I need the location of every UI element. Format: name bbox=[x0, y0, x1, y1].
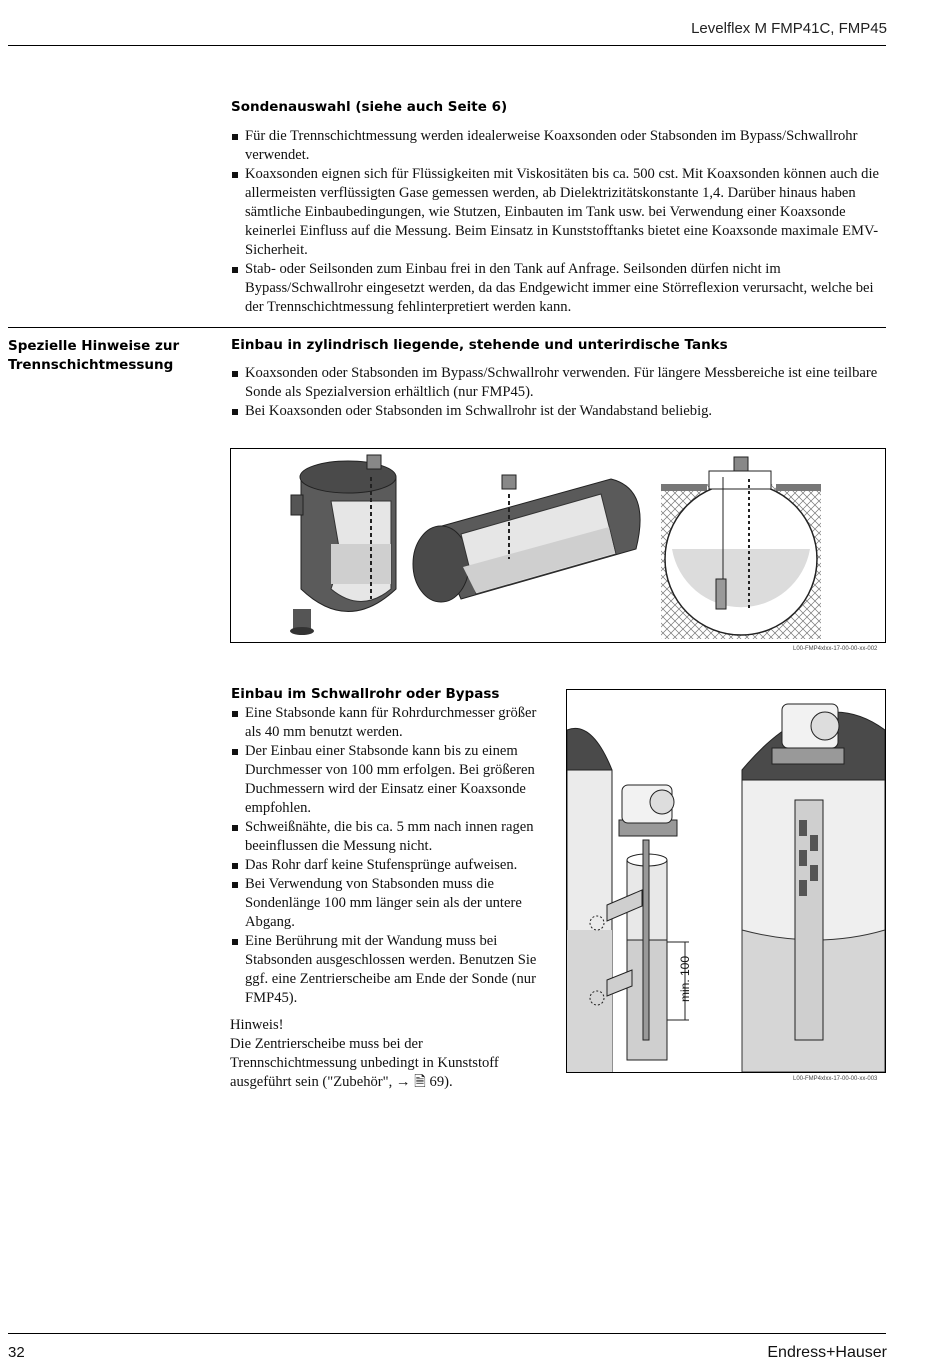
document-header-title: Levelflex M FMP41C, FMP45 bbox=[691, 20, 887, 37]
list-item: Koaxsonden oder Stabsonden im Bypass/Schwallrohr verwenden. Für längere Messbereiche ist eine teilbare Sonde als Spezialversion erhältlich (nur FMP45). bbox=[230, 364, 890, 402]
list-item: Bei Koaxsonden oder Stabsonden im Schwallrohr ist der Wandabstand beliebig. bbox=[230, 402, 890, 421]
list-item: Stab- oder Seilsonden zum Einbau frei in den Tank auf Anfrage. Seilsonden dürfen nicht im Bypass/Schwallrohr eingesetzt werden, da das Endgewicht immer eine Störreflexion verursacht, welche bei der Trennschichtmessung fehlinterpretiert werden kann. bbox=[230, 260, 890, 317]
section-body-tank-einbau bbox=[230, 364, 890, 421]
bullet-list bbox=[230, 364, 890, 421]
section-body-schwallrohr bbox=[230, 704, 550, 1092]
note-title: Hinweis! bbox=[230, 1017, 284, 1033]
page-number: 32 bbox=[8, 1344, 25, 1361]
list-item: Das Rohr darf keine Stufensprünge aufweisen. bbox=[230, 856, 550, 875]
horizontal-tank bbox=[413, 475, 640, 602]
section-heading-sondenauswahl: Sondenauswahl (siehe auch Seite 6) bbox=[231, 99, 508, 115]
figure-bypass bbox=[566, 689, 886, 1073]
vertical-tank bbox=[290, 455, 396, 635]
list-item: Für die Trennschichtmessung werden idealerweise Koaxsonden oder Stabsonden im Bypass/Schwallrohr verwendet. bbox=[230, 127, 890, 165]
bullet-list bbox=[230, 704, 550, 1008]
section-rule bbox=[8, 327, 886, 328]
list-item: Koaxsonden eignen sich für Flüssigkeiten mit Viskositäten bis ca. 500 cst. Mit Koaxsonden können auch die allermeisten verflüssigten Gase gemessen werden, ab Dielektrizitätskonstante 1,4. Darüber hinaus haben sämtliche Einbaubedingungen, wie Stutzen, Einbauten im Tank usw. bei Verwendung einer Koaxsonde keinerlei Einfluss auf die Messung. Beim Einsatz in Kunststofftanks bietet eine Koaxsonde maximale EMV-Sicherheit. bbox=[230, 165, 890, 260]
list-item: Bei Verwendung von Stabsonden muss die Sondenlänge 100 mm länger sein als der untere Abgang. bbox=[230, 875, 550, 932]
footer-rule bbox=[8, 1333, 886, 1334]
underground-tank bbox=[661, 457, 821, 639]
header-rule bbox=[8, 45, 886, 46]
section-body-sondenauswahl bbox=[230, 127, 890, 317]
figure-id-bypass: L00-FMP4xlxx-17-00-00-xx-003 bbox=[793, 1076, 878, 1082]
figure-id-tanks: L00-FMP4xlxx-17-00-00-xx-002 bbox=[793, 646, 878, 652]
section-heading-tank-einbau: Einbau in zylindrisch liegende, stehende und unterirdische Tanks bbox=[231, 337, 728, 353]
figure-tank-installations bbox=[230, 448, 886, 643]
bullet-list bbox=[230, 127, 890, 317]
footer-brand: Endress+Hauser bbox=[767, 1344, 887, 1361]
list-item: Der Einbau einer Stabsonde kann bis zu einem Durchmesser von 100 mm erfolgen. Bei größeren Duchmessern wird der Einsatz einer Koaxsonde empfohlen. bbox=[230, 742, 550, 818]
bypass-illustration bbox=[567, 690, 885, 1072]
tank-illustration bbox=[231, 449, 885, 642]
list-item: Schweißnähte, die bis ca. 5 mm nach innen ragen beeinflussen die Messung nicht. bbox=[230, 818, 550, 856]
list-item: Eine Berührung mit der Wandung muss bei Stabsonden ausgeschlossen werden. Benutzen Sie ggf. eine Zentrierscheibe am Ende der Sonde (nur FMP45). bbox=[230, 932, 550, 1008]
list-item: Eine Stabsonde kann für Rohrdurchmesser größer als 40 mm benutzt werden. bbox=[230, 704, 550, 742]
note-text: Die Zentrierscheibe muss bei der Trennschichtmessung unbedingt in Kunststoff ausgeführt sein ("Zubehör", → 🗎 69). bbox=[230, 1036, 499, 1090]
side-heading-trennschicht: Spezielle Hinweise zur Trennschichtmessung bbox=[8, 338, 180, 373]
section-heading-schwallrohr: Einbau im Schwallrohr oder Bypass bbox=[231, 686, 500, 702]
dimension-label: min. 100 bbox=[678, 955, 692, 1002]
